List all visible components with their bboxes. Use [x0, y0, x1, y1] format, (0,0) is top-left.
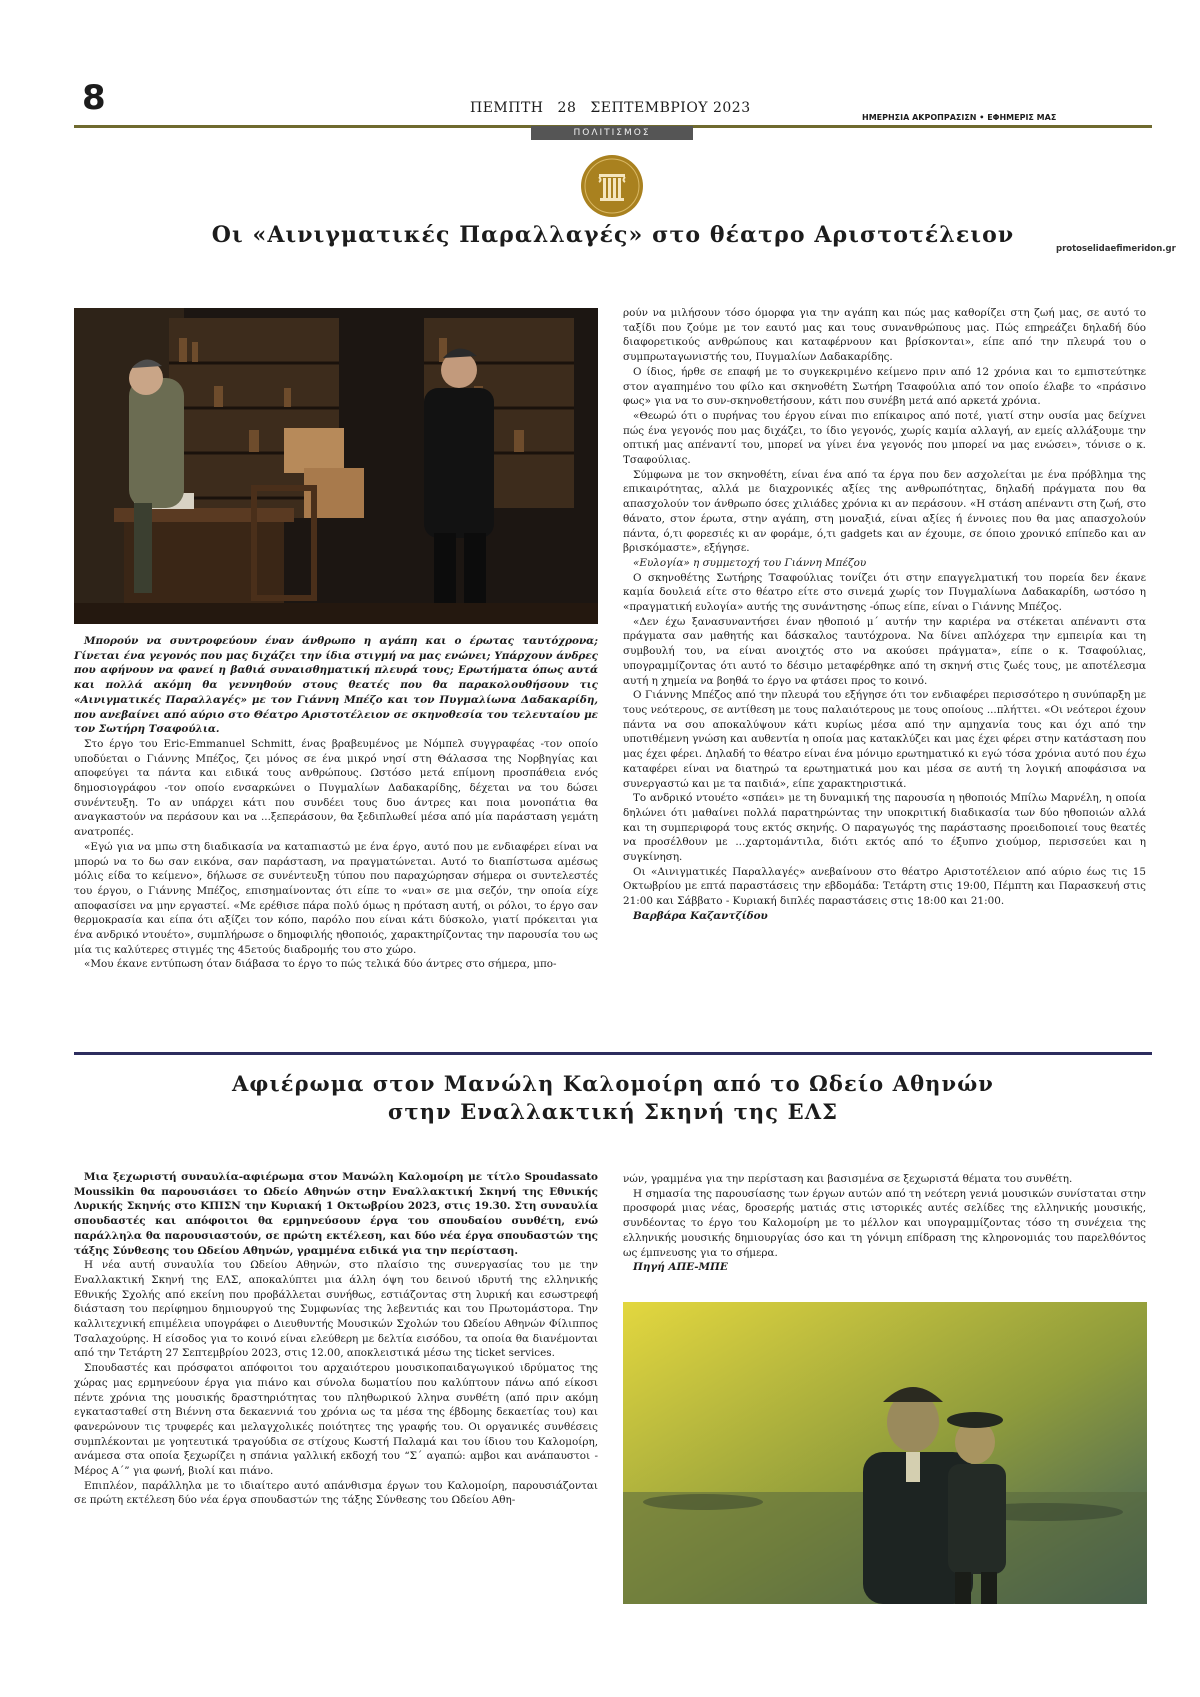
article2-paragraph: Η νέα αυτή συναυλία του Ωδείου Αθηνών, στο πλαίσιο της συνεργασίας του με την Εναλλακτική Σκηνή της ΕΛΣ, αποκαλύπτει μια άλλη όψη του δεινού ιδρυτή της ελληνικής Εθνικής Σχολής από εκείνη που προβάλλεται συνήθως, εστιάζοντας στη λυρική και εσωστρεφή διάσταση του περίφημου δημιουργού της Συμφωνίας της λεβεντιάς και του Πρωτομάστορα. Την καλλιτεχνική επιμέλεια υπογράφει ο Διευθυντής Μουσικών Σχολών του Ωδείου Αθηνών Φίλιππος Τσαλαχούρης. Η είσοδος για το κοινό είναι ελεύθερη με δελτία εισόδου, τα οποία θα διανέμονται από την Τετάρτη 27 Σεπτεμβρίου 2023, στις 12.00, αποκλειστικά μέσω της ticket services.	[74, 1259, 598, 1360]
article2-headline-line1: Αφιέρωμα στον Μανώλη Καλομοίρη από το Ωδείο Αθηνών	[232, 1071, 994, 1096]
article1-lead: Μπορούν να συντροφεύουν έναν άνθρωπο η αγάπη και ο έρωτας ταυτόχρονα; Γίνεται ένα γεγονός που μας διχάζει την ίδια στιγμή να μας ενώνει; Υπάρχουν άνδρες που αφήνουν να φανεί η βαθιά συναισθηματική πλευρά τους; Ερωτήματα όπως αυτά και πολλά ακόμη θα γεννηθούν στους θεατές που θα παρακολουθήσουν τις «Αινιγματικές Παραλλαγές» με τον Γιάννη Μπέζο και τον Πυγμαλίωνα Δαδακαρίδη, που ανεβαίνει από αύριο στο Θέατρο Αριστοτέλειον σε σκηνοθεσία του τελευταίου με τον Σωτήρη Τσαφούλια.	[74, 635, 598, 736]
article1-paragraph: Το ανδρικό ντουέτο «σπάει» με τη δυναμική της παρουσία η ηθοποιός Μπίλω Μαρνέλη, η οποία δηλώνει ότι μαθαίνει πολλά παρατηρώντας την υποκριτική διαδικασία των δύο ηθοποιών αλλά και τη συμπεριφορά τους εκτός σκηνής. Ο παραγωγός της παράστασης προειδοποιεί τους θεατές να προσέλθουν με ...χαρτομάντιλα, διότι εκτός από το έξυπνο χιούμορ, περισσεύει και η συγκίνηση.	[623, 792, 1146, 864]
article1-paragraph: Οι «Αινιγματικές Παραλλαγές» ανεβαίνουν στο θέατρο Αριστοτέλειον από αύριο έως τις 15 Οκτωβρίου με επτά παραστάσεις την εβδομάδα: Τετάρτη στις 19:00, Πέμπτη και Παρασκευή στις 21:00 και Σάββατο - Κυριακή διπλές παραστάσεις στις 18:00 και 21:00.	[623, 865, 1146, 908]
kalomiris-portrait-photo	[623, 1302, 1147, 1604]
article1-headline: Οι «Αινιγματικές Παραλλαγές» στο θέατρο Αριστοτέλειον	[211, 222, 1015, 248]
article1-paragraph: «Δεν έχω ξανασυναντήσει έναν ηθοποιό μ΄ αυτήν την καριέρα να στέκεται απέναντι στα πράγματα σαν μαθητής και δάσκαλος ταυτόχρονα. Να δίνει απλόχερα την εμπειρία και τη συμβουλή του, να είναι ανοιχτός στο να ακούσει πράγματα», είπε ο κ. Τσαφούλιας, υπογραμμίζοντας ότι αυτό το δέσιμο μεταφέρθηκε από τη σκηνή στις ζωές τους, με αποτέλεσμα αυτή η χημεία να βοηθά το έργο να φτάσει προς το κοινό.	[623, 615, 1146, 687]
watermark: protoselidaefimeridon.gr	[1056, 244, 1176, 254]
article1-byline: Βαρβάρα Καζαντζίδου	[633, 909, 768, 922]
article2-lead: Μια ξεχωριστή συναυλία-αφιέρωμα στον Μανώλη Καλομοίρη με τίτλο Spoudassato Moussikin θα παρουσιάσει το Ωδείο Αθηνών στην Εναλλακτική Σκηνή της Εθνικής Λυρικής Σκηνής στο ΚΠΙΣΝ την Κυριακή 1 Οκτωβρίου 2023, στις 19.30. Στη συναυλία σπουδαστές και απόφοιτοι θα ερμηνεύσουν έργα του σπουδαίου συνθέτη, ενώ παράλληλα θα παρουσιαστούν, σε πρώτη εκτέλεση, και δύο νέα έργα σπουδαστών της τάξης Σύνθεσης του Ωδείου Αθηνών, γραμμένα ειδικά για την περίσταση.	[74, 1171, 598, 1257]
issue-day: ΠΕΜΠΤΗ	[470, 100, 544, 116]
page-number: 8	[82, 78, 106, 118]
article1-paragraph: «Εγώ για να μπω στη διαδικασία να καταπιαστώ με ένα έργο, αυτό που με ενδιαφέρει είναι να μπορώ να το δω σαν εικόνα, σαν παράσταση, να πραγματώνεται. Αυτό το διαπίστωσα αμέσως μόλις είδα το κείμενο», δήλωσε σε συνέντευξη τύπου που παραχώρησαν σήμερα οι συντελεστές του έργου, ο Γιάννης Μπέζος, επισημαίνοντας ότι είπε το «ναι» σε μια σεζόν, την οποία είχε αποφασίσει να μην εργαστεί. «Με ερέθισε πάρα πολύ όμως η πρόταση αυτή, οι ρόλοι, το έργο σαν θερμοκρασία και είπα ότι αξίζει τον κόπο, παρόλο που είναι κάτι δύσκολο, γιατί πρόκειται για ένα ανδρικό ντουέτο», συμπλήρωσε ο δημοφιλής ηθοποιός, χαρακτηρίζοντας την παρουσία του ως μία τις καλύτερες στιγμές της 45ετούς διαδρομής του στο χώρο.	[74, 840, 598, 956]
article2-column-right	[623, 1172, 1146, 1275]
column-icon	[580, 154, 644, 218]
article1-paragraph: «Μου έκανε εντύπωση όταν διάβασα το έργο το πώς τελικά δύο άντρες στο σήμερα, μπο-	[84, 958, 557, 971]
article1-paragraph: Ο Γιάννης Μπέζος από την πλευρά του εξήγησε ότι τον ενδιαφέρει περισσότερο η συνύπαρξη με τους νεότερους, σε αντίθεση με τους παλαιότερους με τους οποίους ...πλήττει. «Οι νεότεροι έχουν πάντα να σου αποκαλύψουν κάτι κυρίως μέσα από την αμηχανία τους και όχι από την υποτιθέμενη γνώση και αυθεντία η οποία μας κατακλύζει και μας έχει φέρει στην κατάσταση που μας έχει φέρει. Δηλαδή το θέατρο είναι ένα μόνιμο ερωτηματικό κι εγώ τόσα χρόνια αυτό που έχω καταφέρει είναι να διατηρώ τα ερωτηματικά μου και μέσα σε αυτή τη λογική αποφάσισα να συνεργαστώ και με τα παιδιά», είπε χαρακτηριστικά.	[623, 689, 1146, 790]
article1-column-left	[74, 634, 598, 972]
article1-paragraph: «Θεωρώ ότι ο πυρήνας του έργου είναι πιο επίκαιρος από ποτέ, γιατί στην ουσία μας δείχνει πώς ένα γεγονός που μας διχάζει, το ίδιο γεγονός, χωρίς καμία αλλαγή, αν εμείς αλλάξουμε την οπτική μας απέναντί του, μπορεί να γίνει ένα γεγονός που μπορεί να μας ενώσει», τόνισε ο κ. Τσαφούλιας.	[623, 409, 1146, 467]
article1-paragraph: Σύμφωνα με τον σκηνοθέτη, είναι ένα από τα έργα που δεν ασχολείται με ένα πρόβλημα της επικαιρότητας, αλλά με διαχρονικές αξίες της ανθρωπότητας, δηλαδή πράγματα που θα απασχολούν τον άνθρωπο όσες χιλιάδες χρόνια κι αν περάσουν. «Η στάση απέναντι στη ζωή, στο θάνατο, στον έρωτα, στην αγάπη, στη μοναξιά, είναι αξίες ή έννοιες που θα μας απασχολούν πάντα, ό,τι φορεσιές κι αν φοράμε, ό,τι gadgets και αν έχουμε, σε όποιο χρονικό επίπεδο και αν βρισκόμαστε», εξήγησε.	[623, 468, 1146, 555]
article1-column-right	[623, 306, 1146, 924]
article1-paragraph: Στο έργο του Eric-Emmanuel Schmitt, ένας βραβευμένος με Νόμπελ συγγραφέας -τον οποίο υποδύεται ο Γιάννης Μπέζος, ζει μόνος σε ένα μικρό νησί στη Θάλασσα της Νορβηγίας και αποφεύγει τα πάντα και ειδικά τους ανθρώπους. Ωστόσο μετά επίμονη προσπάθεια ενός δημοσιογράφου -τον οποίο ενσαρκώνει ο Πυγμαλίων Δαδακαρίδης, δέχεται να του δώσει συνέντευξη. Το αν υπάρχει κάτι που συνδέει τους δυο άντρες και ποια μονοπάτια θα αναγκαστούν να περάσουν και να ...ξεπεράσουν, θα ξεδιπλωθεί μέσα από μία παράσταση γεμάτη ανατροπές.	[74, 737, 598, 839]
article2-paragraph: Επιπλέον, παράλληλα με το ιδιαίτερο αυτό απάνθισμα έργων του Καλομοίρη, παρουσιάζονται σε πρώτη εκτέλεση δύο νέα έργα σπουδαστών της τάξης Σύνθεσης του Ωδείου Αθη-	[74, 1479, 598, 1507]
article1-paragraph: Ο ίδιος, ήρθε σε επαφή με το συγκεκριμένο κείμενο πριν από 12 χρόνια και το εμπιστεύτηκε στον αγαπημένο του φίλο και σκηνοθέτη Σωτήρη Τσαφούλια από τον οποίο έλαβε το «πράσινο φως» για να το συν-σκηνοθετήσουν, κάτι που συνέβη μετά από αρκετά χρόνια.	[623, 365, 1146, 408]
article2-source: Πηγή ΑΠΕ-ΜΠΕ	[633, 1261, 728, 1274]
article-divider	[74, 1052, 1152, 1055]
article2-paragraph: Σπουδαστές και πρόσφατοι απόφοιτοι του αρχαιότερου μουσικοπαιδαγωγικού ιδρύματος της χώρας μας ερμηνεύουν έργα για πιάνο και σύνολα δωματίου που καλύπτουν πάνω από είκοσι πέντε χρόνια της μουσικής δραστηριότητας του πληθωρικού λληνα συνθέτη (από πριν ακόμη εγκατασταθεί στη Βιέννη στα δεκαεννιά του χρόνια ως τα μέσα της έβδομης δεκαετίας του) και φανερώνουν τις τρυφερές και μελαγχολικές ποιότητες της γραφής του. Οι οργανικές συνθέσεις συμπλέκονται με γοητευτικά τραγούδια σε στίχους Κωστή Παλαμά και του ίδιου του Καλομοίρη, ανάμεσα στα οποία ξεχωρίζει η σπάνια γαλλική εκδοχή του “Σ΄ αγαπώ: αμβοι και ανάπαυστοι - Μέρος Α΄” για φωνή, βιολί και πιάνο.	[74, 1362, 598, 1478]
theatre-stage-photo	[74, 308, 598, 624]
article2-headline	[74, 1070, 1152, 1126]
newspaper-masthead: ΗΜΕΡΗΣΙΑ ΑΚΡΟΠΡΑΣΙΣΝ • ΕΦΗΜΕΡΙΣ ΜΑΣ	[862, 113, 1057, 122]
issue-date	[470, 100, 751, 116]
issue-day-number: 28	[557, 100, 577, 116]
issue-month-year: ΣΕΠΤΕΜΒΡΙΟΥ 2023	[590, 100, 751, 116]
article2-headline-line2: στην Εναλλακτική Σκηνή της ΕΛΣ	[387, 1099, 839, 1124]
article1-paragraph: Ο σκηνοθέτης Σωτήρης Τσαφούλιας τονίζει ότι στην επαγγελματική του πορεία δεν έκανε καμία δουλειά είτε στο θέατρο είτε στο σινεμά χωρίς τον Πυγμαλίωνα Δαδακαρίδη, ωστόσο η «πραγματική ευλογία» αυτής της συνάντησης -όπως είπε, είναι ο Γιάννης Μπέζος.	[623, 571, 1146, 614]
article1-paragraph: ρούν να μιλήσουν τόσο όμορφα για την αγάπη και πώς μας καθορίζει στη ζωή μας, σε αυτό το ταξίδι που ζούμε με τον εαυτό μας και τους συνανθρώπους μας. Πώς επηρεάζει δηλαδή δύο διαφορετικούς ανθρώπους και καταφέρνουν και βρίσκονται», είπε από την πλευρά του ο συμπρωταγωνιστής του, Πυγμαλίων Δαδακαρίδης.	[623, 307, 1146, 364]
article2-paragraph: νών, γραμμένα για την περίσταση και βασισμένα σε ξεχωριστά θέματα του συνθέτη.	[623, 1173, 1073, 1185]
article2-column-left	[74, 1170, 598, 1508]
section-tab: ΠΟΛΙΤΙΣΜΟΣ	[531, 126, 693, 140]
article1-subheading: «Ευλογία» η συμμετοχή του Γιάννη Μπέζου	[633, 556, 867, 569]
article2-paragraph: Η σημασία της παρουσίασης των έργων αυτών από τη νεότερη γενιά μουσικών συνίσταται στην προσφορά μιας νέας, δροσερής ματιάς στις ιστορικές αυτές σελίδες της ελληνικής μουσικής, συνδέοντας το έργο του Καλομοίρη με το μέλλον και υπογραμμίζοντας τόσο τη συνέχεια της ελληνικής μουσικής δημιουργίας όσο και τη γόνιμη επίδραση της κληρονομιάς του παρελθόντος ως έμπνευσης για το σήμερα.	[623, 1187, 1146, 1259]
